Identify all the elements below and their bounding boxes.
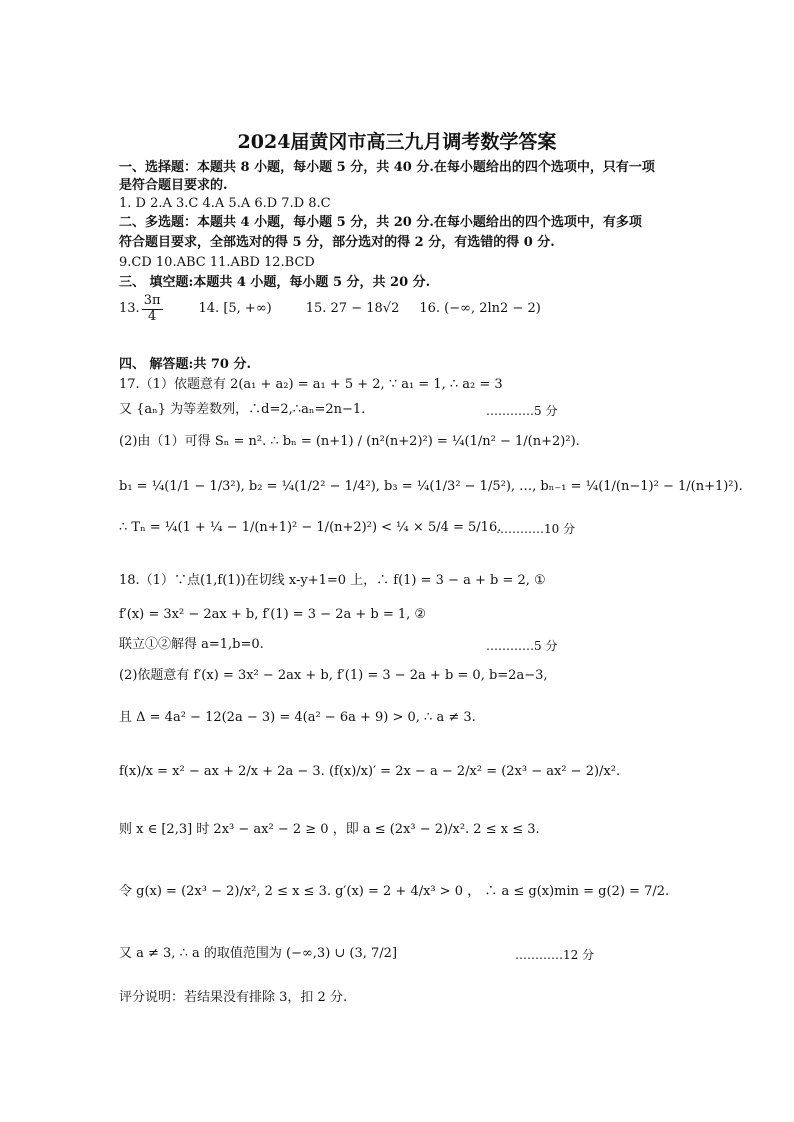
fill-in-answers [119, 294, 541, 325]
p17-line4: b₁ = ¼(1/1 − 1/3²), b₂ = ¼(1/2² − 1/4²), b₃ = ¼(1/3² − 1/5²), …, bₙ₋₁ = ¼(1/(n−1)² − 1/(n+1)²). [119, 479, 743, 494]
section2-answers: 9.CD 10.ABC 11.ABD 12.BCD [119, 255, 315, 270]
q13-fraction [142, 294, 163, 325]
section2-header-b: 符合题目要求，全部选对的得 5 分，部分选对的得 2 分，有选错的得 0 分. [119, 235, 555, 250]
grading-note: 评分说明：若结果没有排除 3，扣 2 分. [119, 990, 348, 1005]
q13-numerator: 3π [143, 293, 161, 308]
p17-points-2: …………10 分 [496, 522, 576, 536]
p18-line9: 又 a ≠ 3, ∴ a 的取值范围为 (−∞,3) ∪ (3, 7/2] [119, 946, 398, 961]
p18-line3: 联立①②解得 a=1,b=0. [119, 637, 264, 652]
section2-header-a: 二、多选题：本题共 4 小题，每小题 5 分，共 20 分.在每小题给出的四个选项中，有多项 [119, 215, 642, 230]
p18-points-2: …………12 分 [515, 948, 595, 962]
q14-answer: 14. [5, +∞) [198, 301, 272, 317]
q15-answer: 15. 27 − 18√2 [305, 301, 400, 317]
p17-line1: 17.（1）依题意有 2(a₁ + a₂) = a₁ + 5 + 2, ∵ a₁ = 1, ∴ a₂ = 3 [119, 377, 503, 392]
p17-line5: ∴ Tₙ = ¼(1 + ¼ − 1/(n+1)² − 1/(n+2)²) < ¼ × 5/4 = 5/16. [119, 520, 502, 535]
p18-line6: f(x)/x = x² − ax + 2/x + 2a − 3. (f(x)/x)′ = 2x − a − 2/x² = (2x³ − ax² − 2)/x². [119, 764, 621, 779]
q13-denominator: 4 [147, 308, 157, 324]
section1-answers: 1. D 2.A 3.C 4.A 5.A 6.D 7.D 8.C [119, 196, 331, 211]
page-title: 2024届黄冈市高三九月调考数学答案 [237, 131, 557, 153]
section1-header-b: 是符合题目要求的. [119, 178, 228, 193]
p17-line3: (2)由（1）可得 Sₙ = n². ∴ bₙ = (n+1) / (n²(n+2)²) = ¼(1/n² − 1/(n+2)²). [119, 434, 580, 449]
section4-header: 四、 解答题:共 70 分. [119, 357, 251, 372]
p18-line4: (2)依题意有 f′(x) = 3x² − 2ax + b, f′(1) = 3 − 2a + b = 0, b=2a−3, [119, 668, 548, 683]
p17-points-1: …………5 分 [486, 404, 558, 418]
q13-label: 13. [119, 301, 140, 317]
p17-line2: 又 {aₙ} 为等差数列，∴d=2,∴aₙ=2n−1. [119, 402, 366, 417]
p18-line8: 令 g(x) = (2x³ − 2)/x², 2 ≤ x ≤ 3. g′(x) = 2 + 4/x³ > 0 ， ∴ a ≤ g(x)min = g(2) = 7/2. [119, 884, 670, 899]
p18-line1: 18.（1）∵点(1,f(1))在切线 x-y+1=0 上，∴ f(1) = 3 − a + b = 2, ① [119, 573, 546, 588]
p18-line5: 且 Δ = 4a² − 12(2a − 3) = 4(a² − 6a + 9) > 0, ∴ a ≠ 3. [119, 710, 476, 725]
q16-answer: 16. (−∞, 2ln2 − 2) [419, 301, 541, 317]
p18-line2: f′(x) = 3x² − 2ax + b, f′(1) = 3 − 2a + b = 1, ② [119, 607, 427, 622]
section3-header: 三、 填空题:本题共 4 小题，每小题 5 分，共 20 分. [119, 275, 431, 290]
section1-header-a: 一、选择题：本题共 8 小题，每小题 5 分，共 40 分.在每小题给出的四个选项中，只有一项 [119, 160, 655, 175]
p18-line7: 则 x ∈ [2,3] 时 2x³ − ax² − 2 ≥ 0 ，即 a ≤ (2x³ − 2)/x². 2 ≤ x ≤ 3. [119, 822, 540, 837]
p18-points-1: …………5 分 [486, 639, 558, 653]
